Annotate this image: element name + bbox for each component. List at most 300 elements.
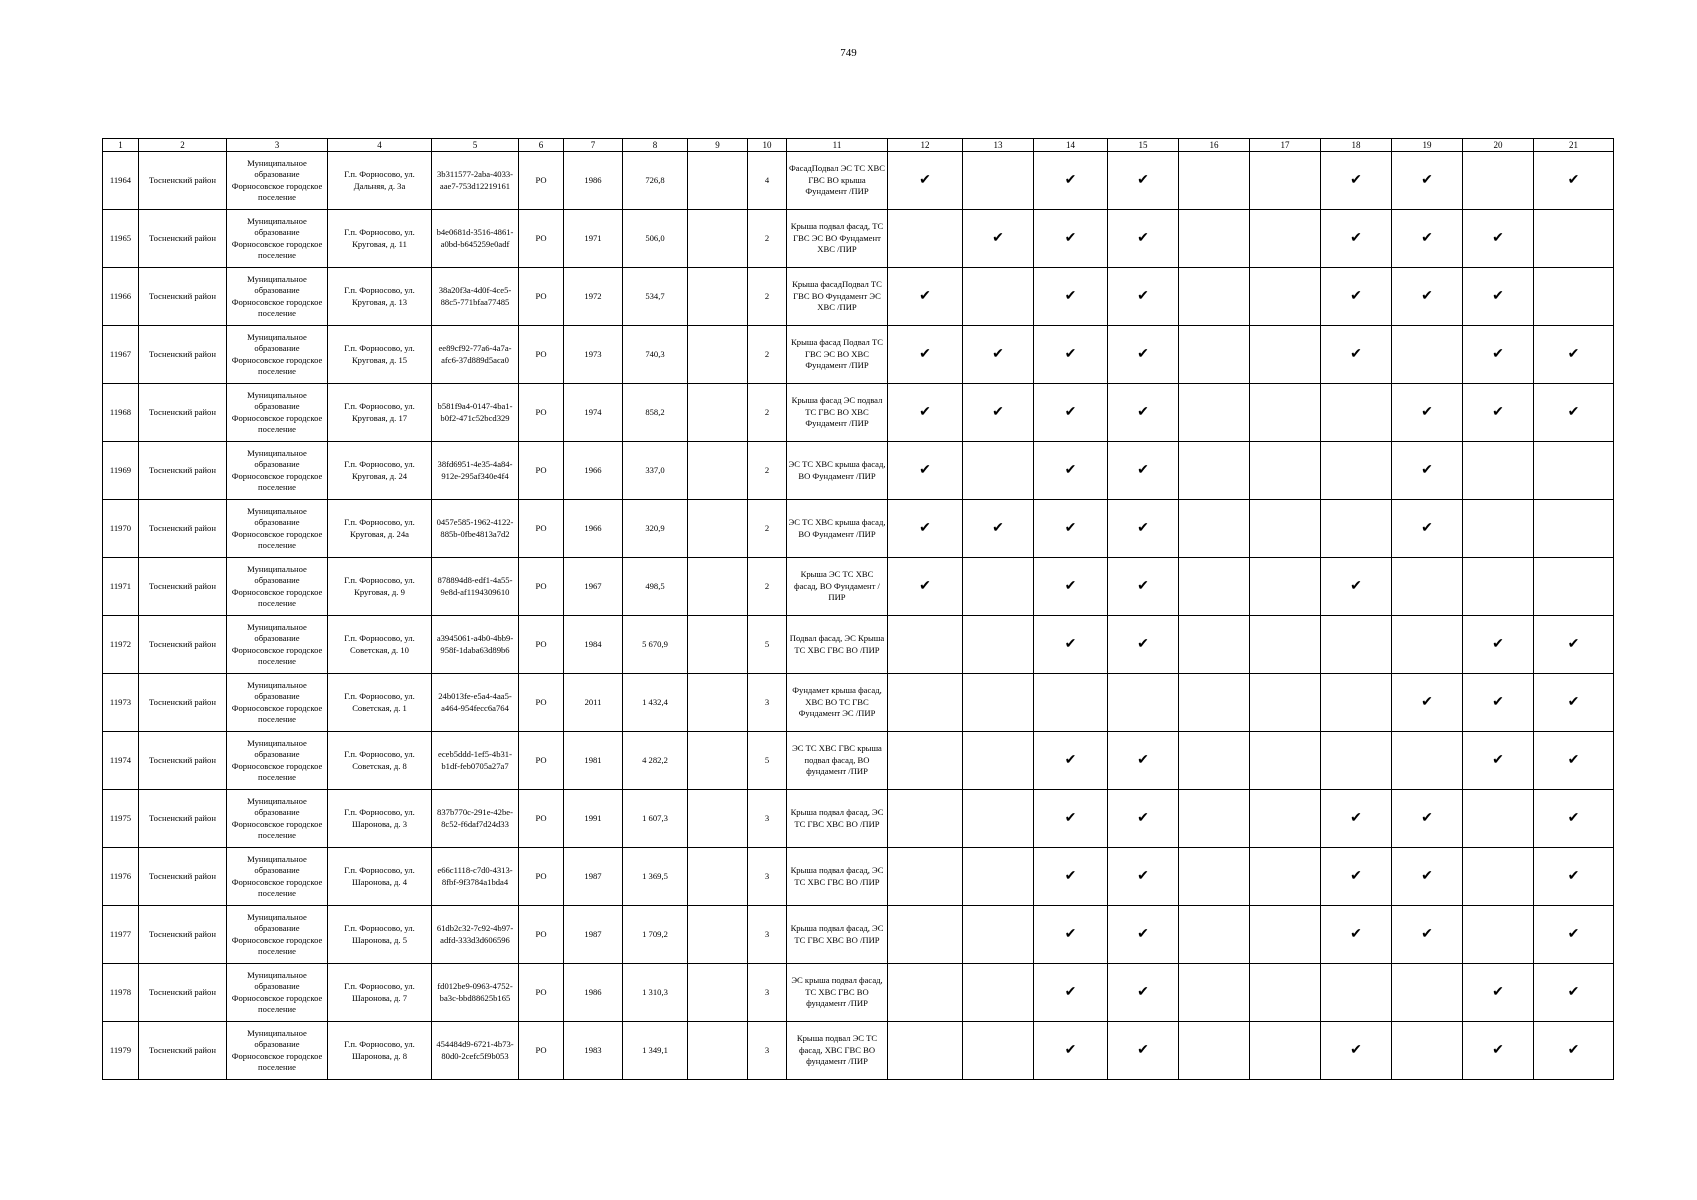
row-number: 11974: [103, 732, 139, 790]
work-column-21-cell: [1534, 210, 1614, 268]
work-column-14-cell: [1034, 442, 1108, 500]
work-column-18-cell: [1321, 326, 1392, 384]
year-cell: 1974: [564, 384, 623, 442]
municipality-cell: Муниципальное образование Форносовское городское поселение: [227, 210, 328, 268]
column-number-17: 17: [1250, 139, 1321, 152]
work-column-17-cell: [1250, 906, 1321, 964]
work-column-15-cell: [1108, 326, 1179, 384]
floors-cell: 4: [748, 152, 787, 210]
housing-register-table: [102, 138, 1614, 1080]
type-cell: РО: [519, 964, 564, 1022]
year-cell: 1973: [564, 326, 623, 384]
check-mark-icon: ✔: [1492, 230, 1504, 246]
works-cell: Фундамет крыша фасад, ХВС ВО ТС ГВС Фундамент ЭС /ПИР: [787, 674, 888, 732]
row-number: 11966: [103, 268, 139, 326]
check-mark-icon: ✔: [1064, 404, 1077, 420]
work-column-12-cell: [888, 616, 963, 674]
row-number: 11978: [103, 964, 139, 1022]
check-mark-icon: ✔: [1137, 230, 1149, 246]
type-cell: РО: [519, 442, 564, 500]
floors-cell: 3: [748, 964, 787, 1022]
check-mark-icon: ✔: [1064, 984, 1077, 1000]
floors-cell: 3: [748, 674, 787, 732]
area-cell: 858,2: [623, 384, 688, 442]
table-row: [103, 384, 1614, 442]
check-mark-icon: ✔: [919, 578, 931, 594]
address-cell: Г.п. Форносово, ул. Дальняя, д. 3а: [328, 152, 432, 210]
floors-cell: 2: [748, 558, 787, 616]
table-row: [103, 558, 1614, 616]
work-column-16-cell: [1179, 326, 1250, 384]
work-column-14-cell: [1034, 326, 1108, 384]
check-mark-icon: ✔: [1567, 346, 1580, 362]
work-column-16-cell: [1179, 210, 1250, 268]
check-mark-icon: ✔: [1421, 694, 1433, 710]
works-cell: Крыша фасад Подвал ТС ГВС ЭС ВО ХВС Фундамент /ПИР: [787, 326, 888, 384]
year-cell: 1967: [564, 558, 623, 616]
column-9-cell: [688, 1022, 748, 1080]
column-number-11: 11: [787, 139, 888, 152]
area-cell: 1 709,2: [623, 906, 688, 964]
work-column-17-cell: [1250, 558, 1321, 616]
check-mark-icon: ✔: [1350, 288, 1362, 304]
work-column-19-cell: [1392, 268, 1463, 326]
check-mark-icon: ✔: [1350, 1042, 1362, 1058]
work-column-16-cell: [1179, 790, 1250, 848]
check-mark-icon: ✔: [1137, 520, 1149, 536]
work-column-17-cell: [1250, 616, 1321, 674]
check-mark-icon: ✔: [1567, 1042, 1580, 1058]
work-column-18-cell: [1321, 442, 1392, 500]
check-mark-icon: ✔: [1421, 230, 1433, 246]
type-cell: РО: [519, 210, 564, 268]
work-column-17-cell: [1250, 442, 1321, 500]
house-id-cell: 3b311577-2aba-4033-aae7-753d12219161: [432, 152, 519, 210]
check-mark-icon: ✔: [1137, 404, 1149, 420]
address-cell: Г.п. Форносово, ул. Круговая, д. 13: [328, 268, 432, 326]
table-row: [103, 616, 1614, 674]
row-number: 11969: [103, 442, 139, 500]
row-number: 11979: [103, 1022, 139, 1080]
work-column-20-cell: [1463, 442, 1534, 500]
house-id-cell: b581f9a4-0147-4ba1-b0f2-471c52bcd329: [432, 384, 519, 442]
work-column-21-cell: [1534, 558, 1614, 616]
work-column-16-cell: [1179, 674, 1250, 732]
work-column-14-cell: [1034, 906, 1108, 964]
type-cell: РО: [519, 1022, 564, 1080]
work-column-12-cell: [888, 848, 963, 906]
check-mark-icon: ✔: [1137, 752, 1149, 768]
table-row: [103, 674, 1614, 732]
work-column-21-cell: [1534, 732, 1614, 790]
column-9-cell: [688, 790, 748, 848]
area-cell: 337,0: [623, 442, 688, 500]
work-column-19-cell: [1392, 210, 1463, 268]
row-number: 11964: [103, 152, 139, 210]
row-number: 11977: [103, 906, 139, 964]
work-column-19-cell: [1392, 790, 1463, 848]
floors-cell: 3: [748, 848, 787, 906]
work-column-13-cell: [963, 906, 1034, 964]
check-mark-icon: ✔: [1064, 752, 1077, 768]
work-column-21-cell: [1534, 616, 1614, 674]
work-column-21-cell: [1534, 268, 1614, 326]
work-column-13-cell: [963, 326, 1034, 384]
works-cell: ФасадПодвал ЭС ТС ХВС ГВС ВО крыша Фундамент /ПИР: [787, 152, 888, 210]
work-column-15-cell: [1108, 210, 1179, 268]
works-cell: Подвал фасад, ЭС Крыша ТС ХВС ГВС ВО /ПИР: [787, 616, 888, 674]
work-column-12-cell: [888, 906, 963, 964]
floors-cell: 2: [748, 268, 787, 326]
table-row: [103, 848, 1614, 906]
check-mark-icon: ✔: [1064, 462, 1077, 478]
work-column-18-cell: [1321, 616, 1392, 674]
column-number-row: [103, 139, 1614, 152]
column-number-3: 3: [227, 139, 328, 152]
work-column-12-cell: [888, 210, 963, 268]
area-cell: 1 432,4: [623, 674, 688, 732]
address-cell: Г.п. Форносово, ул. Круговая, д. 17: [328, 384, 432, 442]
check-mark-icon: ✔: [1350, 868, 1362, 884]
works-cell: Крыша фасад ЭС подвал ТС ГВС ВО ХВС Фундамент /ПИР: [787, 384, 888, 442]
house-id-cell: a3945061-a4b0-4bb9-958f-1daba63d89b6: [432, 616, 519, 674]
table-row: [103, 442, 1614, 500]
work-column-13-cell: [963, 384, 1034, 442]
work-column-18-cell: [1321, 558, 1392, 616]
area-cell: 534,7: [623, 268, 688, 326]
work-column-15-cell: [1108, 732, 1179, 790]
check-mark-icon: ✔: [1492, 984, 1504, 1000]
work-column-17-cell: [1250, 1022, 1321, 1080]
work-column-17-cell: [1250, 268, 1321, 326]
work-column-21-cell: [1534, 384, 1614, 442]
work-column-16-cell: [1179, 848, 1250, 906]
check-mark-icon: ✔: [1350, 346, 1362, 362]
floors-cell: 2: [748, 326, 787, 384]
column-number-10: 10: [748, 139, 787, 152]
work-column-14-cell: [1034, 1022, 1108, 1080]
works-cell: Крыша подвал фасад, ЭС ТС ХВС ГВС ВО /ПИР: [787, 848, 888, 906]
area-cell: 1 369,5: [623, 848, 688, 906]
work-column-20-cell: [1463, 732, 1534, 790]
works-cell: Крыша ЭС ТС ХВС фасад, ВО Фундамент /ПИР: [787, 558, 888, 616]
column-9-cell: [688, 442, 748, 500]
work-column-21-cell: [1534, 326, 1614, 384]
table-row: [103, 326, 1614, 384]
work-column-13-cell: [963, 674, 1034, 732]
check-mark-icon: ✔: [1567, 172, 1580, 188]
column-number-7: 7: [564, 139, 623, 152]
work-column-16-cell: [1179, 384, 1250, 442]
work-column-16-cell: [1179, 964, 1250, 1022]
work-column-18-cell: [1321, 848, 1392, 906]
floors-cell: 3: [748, 790, 787, 848]
floors-cell: 3: [748, 906, 787, 964]
work-column-14-cell: [1034, 616, 1108, 674]
check-mark-icon: ✔: [1421, 520, 1433, 536]
check-mark-icon: ✔: [1137, 462, 1149, 478]
address-cell: Г.п. Форносово, ул. Круговая, д. 24: [328, 442, 432, 500]
column-9-cell: [688, 674, 748, 732]
check-mark-icon: ✔: [1137, 868, 1149, 884]
column-number-13: 13: [963, 139, 1034, 152]
works-cell: Крыша фасадПодвал ТС ГВС ВО Фундамент ЭС ХВС /ПИР: [787, 268, 888, 326]
work-column-15-cell: [1108, 790, 1179, 848]
column-number-21: 21: [1534, 139, 1614, 152]
check-mark-icon: ✔: [1350, 230, 1362, 246]
area-cell: 1 349,1: [623, 1022, 688, 1080]
check-mark-icon: ✔: [1064, 288, 1077, 304]
work-column-20-cell: [1463, 558, 1534, 616]
work-column-13-cell: [963, 790, 1034, 848]
work-column-12-cell: [888, 558, 963, 616]
year-cell: 1981: [564, 732, 623, 790]
work-column-19-cell: [1392, 964, 1463, 1022]
column-9-cell: [688, 558, 748, 616]
house-id-cell: b4e0681d-3516-4861-a0bd-b645259e0adf: [432, 210, 519, 268]
work-column-20-cell: [1463, 210, 1534, 268]
type-cell: РО: [519, 384, 564, 442]
work-column-19-cell: [1392, 152, 1463, 210]
work-column-17-cell: [1250, 152, 1321, 210]
area-cell: 1 607,3: [623, 790, 688, 848]
column-number-18: 18: [1321, 139, 1392, 152]
work-column-15-cell: [1108, 906, 1179, 964]
type-cell: РО: [519, 674, 564, 732]
check-mark-icon: ✔: [1064, 520, 1077, 536]
work-column-20-cell: [1463, 500, 1534, 558]
check-mark-icon: ✔: [992, 404, 1004, 420]
work-column-19-cell: [1392, 616, 1463, 674]
municipality-cell: Муниципальное образование Форносовское городское поселение: [227, 500, 328, 558]
house-id-cell: ee89cf92-77a6-4a7a-afc6-37d889d5aca0: [432, 326, 519, 384]
work-column-20-cell: [1463, 152, 1534, 210]
row-number: 11968: [103, 384, 139, 442]
type-cell: РО: [519, 326, 564, 384]
check-mark-icon: ✔: [1137, 578, 1149, 594]
work-column-14-cell: [1034, 674, 1108, 732]
work-column-12-cell: [888, 268, 963, 326]
municipality-cell: Муниципальное образование Форносовское городское поселение: [227, 674, 328, 732]
municipality-cell: Муниципальное образование Форносовское городское поселение: [227, 442, 328, 500]
work-column-15-cell: [1108, 674, 1179, 732]
check-mark-icon: ✔: [1064, 636, 1077, 652]
work-column-16-cell: [1179, 558, 1250, 616]
work-column-13-cell: [963, 268, 1034, 326]
work-column-15-cell: [1108, 384, 1179, 442]
table-row: [103, 1022, 1614, 1080]
district-cell: Тосненский район: [139, 210, 227, 268]
column-9-cell: [688, 210, 748, 268]
column-9-cell: [688, 616, 748, 674]
row-number: 11973: [103, 674, 139, 732]
work-column-18-cell: [1321, 210, 1392, 268]
address-cell: Г.п. Форносово, ул. Круговая, д. 15: [328, 326, 432, 384]
district-cell: Тосненский район: [139, 384, 227, 442]
house-id-cell: 878894d8-edf1-4a55-9e8d-af1194309610: [432, 558, 519, 616]
work-column-20-cell: [1463, 384, 1534, 442]
column-number-20: 20: [1463, 139, 1534, 152]
district-cell: Тосненский район: [139, 848, 227, 906]
area-cell: 498,5: [623, 558, 688, 616]
year-cell: 1987: [564, 906, 623, 964]
work-column-18-cell: [1321, 152, 1392, 210]
works-cell: ЭС крыша подвал фасад, ТС ХВС ГВС ВО фундамент /ПИР: [787, 964, 888, 1022]
type-cell: РО: [519, 790, 564, 848]
check-mark-icon: ✔: [1421, 868, 1433, 884]
work-column-21-cell: [1534, 442, 1614, 500]
year-cell: 1987: [564, 848, 623, 906]
check-mark-icon: ✔: [1064, 926, 1077, 942]
floors-cell: 2: [748, 500, 787, 558]
row-number: 11972: [103, 616, 139, 674]
work-column-21-cell: [1534, 500, 1614, 558]
work-column-12-cell: [888, 964, 963, 1022]
check-mark-icon: ✔: [1567, 404, 1580, 420]
check-mark-icon: ✔: [1421, 810, 1433, 826]
check-mark-icon: ✔: [919, 520, 931, 536]
work-column-20-cell: [1463, 906, 1534, 964]
work-column-21-cell: [1534, 790, 1614, 848]
column-number-6: 6: [519, 139, 564, 152]
district-cell: Тосненский район: [139, 268, 227, 326]
work-column-15-cell: [1108, 500, 1179, 558]
work-column-13-cell: [963, 964, 1034, 1022]
check-mark-icon: ✔: [1064, 578, 1077, 594]
area-cell: 4 282,2: [623, 732, 688, 790]
column-9-cell: [688, 326, 748, 384]
year-cell: 1983: [564, 1022, 623, 1080]
row-number: 11971: [103, 558, 139, 616]
works-cell: Крыша подвал ЭС ТС фасад, ХВС ГВС ВО фундамент /ПИР: [787, 1022, 888, 1080]
work-column-17-cell: [1250, 500, 1321, 558]
house-id-cell: 837b770c-291e-42be-8c52-f6daf7d24d33: [432, 790, 519, 848]
check-mark-icon: ✔: [919, 288, 931, 304]
type-cell: РО: [519, 732, 564, 790]
address-cell: Г.п. Форносово, ул. Круговая, д. 24а: [328, 500, 432, 558]
work-column-18-cell: [1321, 1022, 1392, 1080]
table-row: [103, 152, 1614, 210]
area-cell: 726,8: [623, 152, 688, 210]
district-cell: Тосненский район: [139, 732, 227, 790]
address-cell: Г.п. Форносово, ул. Советская, д. 1: [328, 674, 432, 732]
work-column-20-cell: [1463, 326, 1534, 384]
address-cell: Г.п. Форносово, ул. Шаронова, д. 4: [328, 848, 432, 906]
check-mark-icon: ✔: [1492, 404, 1504, 420]
work-column-12-cell: [888, 500, 963, 558]
check-mark-icon: ✔: [1350, 810, 1362, 826]
row-number: 11975: [103, 790, 139, 848]
check-mark-icon: ✔: [1137, 172, 1149, 188]
work-column-17-cell: [1250, 384, 1321, 442]
work-column-18-cell: [1321, 674, 1392, 732]
column-9-cell: [688, 906, 748, 964]
work-column-14-cell: [1034, 848, 1108, 906]
column-number-19: 19: [1392, 139, 1463, 152]
work-column-19-cell: [1392, 906, 1463, 964]
municipality-cell: Муниципальное образование Форносовское городское поселение: [227, 558, 328, 616]
work-column-12-cell: [888, 732, 963, 790]
work-column-17-cell: [1250, 674, 1321, 732]
area-cell: 1 310,3: [623, 964, 688, 1022]
work-column-12-cell: [888, 384, 963, 442]
work-column-14-cell: [1034, 790, 1108, 848]
type-cell: РО: [519, 558, 564, 616]
work-column-17-cell: [1250, 964, 1321, 1022]
address-cell: Г.п. Форносово, ул. Шаронова, д. 7: [328, 964, 432, 1022]
area-cell: 5 670,9: [623, 616, 688, 674]
work-column-16-cell: [1179, 500, 1250, 558]
work-column-18-cell: [1321, 500, 1392, 558]
work-column-16-cell: [1179, 616, 1250, 674]
work-column-14-cell: [1034, 152, 1108, 210]
check-mark-icon: ✔: [1567, 868, 1580, 884]
year-cell: 1984: [564, 616, 623, 674]
works-cell: Крыша подвал фасад, ЭС ТС ГВС ХВС ВО /ПИР: [787, 790, 888, 848]
check-mark-icon: ✔: [1137, 636, 1149, 652]
address-cell: Г.п. Форносово, ул. Круговая, д. 11: [328, 210, 432, 268]
check-mark-icon: ✔: [992, 346, 1004, 362]
district-cell: Тосненский район: [139, 558, 227, 616]
work-column-21-cell: [1534, 906, 1614, 964]
work-column-20-cell: [1463, 964, 1534, 1022]
work-column-18-cell: [1321, 268, 1392, 326]
work-column-14-cell: [1034, 558, 1108, 616]
district-cell: Тосненский район: [139, 442, 227, 500]
check-mark-icon: ✔: [992, 520, 1004, 536]
year-cell: 1971: [564, 210, 623, 268]
check-mark-icon: ✔: [1064, 1042, 1077, 1058]
check-mark-icon: ✔: [1064, 172, 1077, 188]
district-cell: Тосненский район: [139, 906, 227, 964]
work-column-15-cell: [1108, 616, 1179, 674]
check-mark-icon: ✔: [1350, 172, 1362, 188]
work-column-14-cell: [1034, 732, 1108, 790]
work-column-13-cell: [963, 558, 1034, 616]
work-column-19-cell: [1392, 326, 1463, 384]
address-cell: Г.п. Форносово, ул. Шаронова, д. 8: [328, 1022, 432, 1080]
table-row: [103, 210, 1614, 268]
year-cell: 1986: [564, 964, 623, 1022]
municipality-cell: Муниципальное образование Форносовское городское поселение: [227, 848, 328, 906]
column-number-9: 9: [688, 139, 748, 152]
check-mark-icon: ✔: [1137, 1042, 1149, 1058]
work-column-12-cell: [888, 152, 963, 210]
work-column-13-cell: [963, 500, 1034, 558]
work-column-15-cell: [1108, 442, 1179, 500]
house-id-cell: 24b013fe-e5a4-4aa5-a464-954fecc6a764: [432, 674, 519, 732]
house-id-cell: eceb5ddd-1ef5-4b31-b1df-feb0705a27a7: [432, 732, 519, 790]
work-column-19-cell: [1392, 674, 1463, 732]
work-column-15-cell: [1108, 558, 1179, 616]
check-mark-icon: ✔: [1137, 984, 1149, 1000]
check-mark-icon: ✔: [1064, 810, 1077, 826]
municipality-cell: Муниципальное образование Форносовское городское поселение: [227, 964, 328, 1022]
work-column-14-cell: [1034, 210, 1108, 268]
district-cell: Тосненский район: [139, 500, 227, 558]
work-column-21-cell: [1534, 152, 1614, 210]
check-mark-icon: ✔: [1492, 752, 1504, 768]
works-cell: ЭС ТС ХВС ГВС крыша подвал фасад, ВО фундамент /ПИР: [787, 732, 888, 790]
floors-cell: 5: [748, 616, 787, 674]
works-cell: Крыша подвал фасад, ЭС ТС ГВС ХВС ВО /ПИР: [787, 906, 888, 964]
municipality-cell: Муниципальное образование Форносовское городское поселение: [227, 790, 328, 848]
work-column-17-cell: [1250, 210, 1321, 268]
work-column-12-cell: [888, 1022, 963, 1080]
check-mark-icon: ✔: [1350, 578, 1362, 594]
row-number: 11976: [103, 848, 139, 906]
column-number-1: 1: [103, 139, 139, 152]
